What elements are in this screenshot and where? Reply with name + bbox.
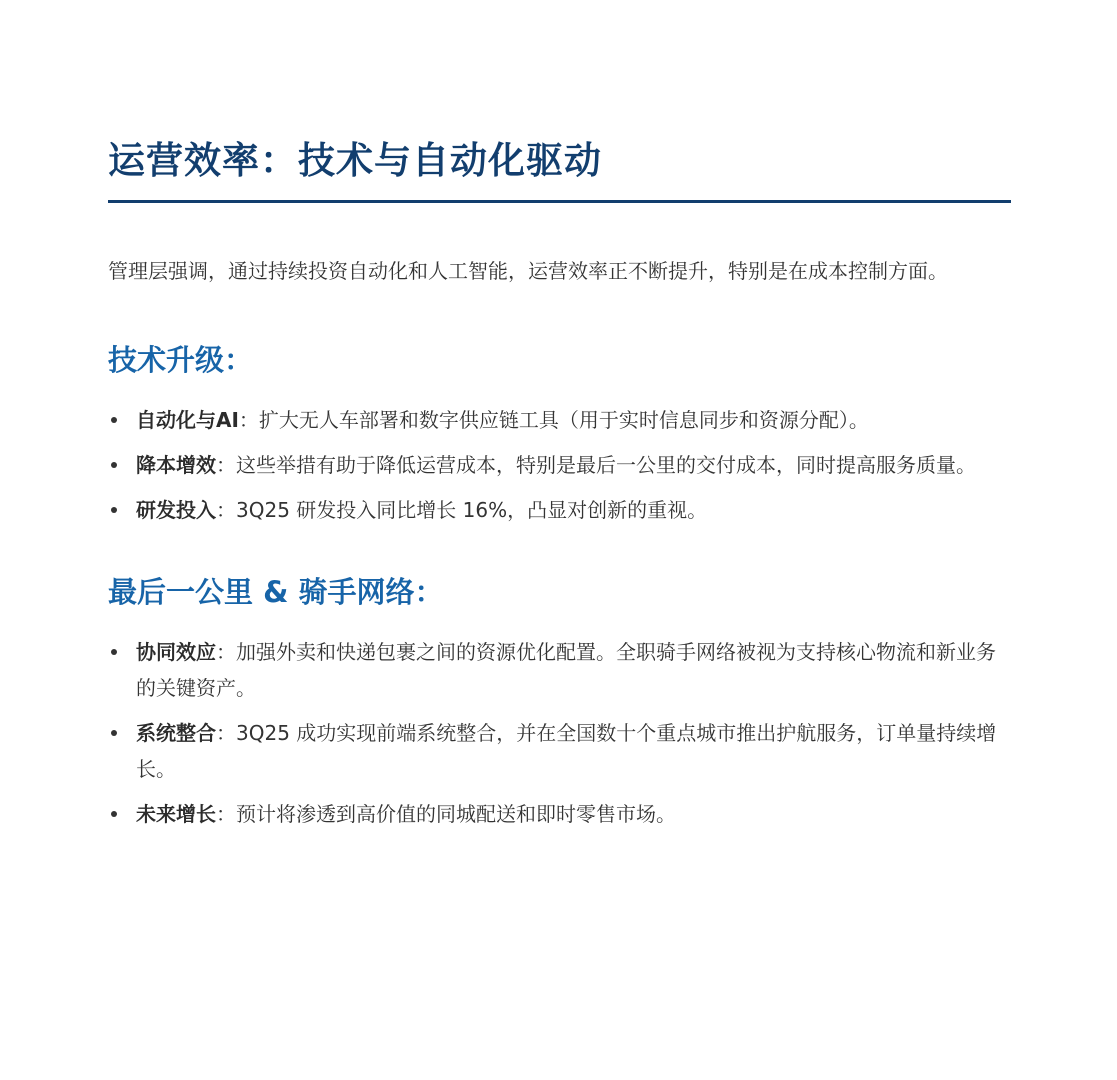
item-separator: ： bbox=[216, 640, 236, 664]
list-item bbox=[108, 715, 1011, 787]
item-separator: ： bbox=[238, 408, 259, 432]
item-text: 预计将渗透到高价值的同城配送和即时零售市场。 bbox=[236, 802, 676, 826]
item-label: 研发投入 bbox=[136, 498, 216, 522]
bullet-icon bbox=[111, 811, 117, 817]
bullet-icon bbox=[111, 730, 117, 736]
bullet-icon bbox=[111, 417, 117, 423]
list-item bbox=[108, 492, 1011, 528]
item-separator: ： bbox=[216, 498, 236, 522]
last-mile-list bbox=[108, 634, 1011, 832]
item-separator: ： bbox=[216, 802, 236, 826]
item-text: 加强外卖和快递包裹之间的资源优化配置。全职骑手网络被视为支持核心物流和新业务的关键资产。 bbox=[136, 640, 996, 700]
item-label: 系统整合 bbox=[136, 721, 216, 745]
item-separator: ： bbox=[216, 721, 236, 745]
tech-upgrade-list bbox=[108, 402, 1011, 528]
list-item bbox=[108, 447, 1011, 483]
bullet-icon bbox=[111, 649, 117, 655]
item-text: 3Q25 成功实现前端系统整合，并在全国数十个重点城市推出护航服务，订单量持续增长。 bbox=[136, 721, 997, 781]
item-separator: ： bbox=[216, 453, 236, 477]
item-label: 降本增效 bbox=[136, 453, 216, 477]
document-page bbox=[108, 136, 1011, 841]
list-item bbox=[108, 402, 1011, 438]
item-label: 协同效应 bbox=[136, 640, 216, 664]
item-label: 自动化与AI bbox=[136, 408, 239, 432]
list-item bbox=[108, 796, 1011, 832]
item-text: 这些举措有助于降低运营成本，特别是最后一公里的交付成本，同时提高服务质量。 bbox=[236, 453, 976, 477]
bullet-icon bbox=[111, 462, 117, 468]
item-text: 3Q25 研发投入同比增长 16%，凸显对创新的重视。 bbox=[236, 498, 708, 522]
item-label: 未来增长 bbox=[136, 802, 216, 826]
item-text: 扩大无人车部署和数字供应链工具（用于实时信息同步和资源分配）。 bbox=[258, 408, 869, 432]
list-item bbox=[108, 634, 1011, 706]
intro-paragraph: 管理层强调，通过持续投资自动化和人工智能，运营效率正不断提升，特别是在成本控制方面。 bbox=[108, 259, 948, 283]
bullet-icon bbox=[111, 507, 117, 513]
section-heading-tech-upgrade: 技术升级： bbox=[108, 343, 254, 377]
page-title: 运营效率：技术与自动化驱动 bbox=[108, 136, 1011, 203]
section-heading-last-mile: 最后一公里 & 骑手网络： bbox=[108, 575, 444, 609]
